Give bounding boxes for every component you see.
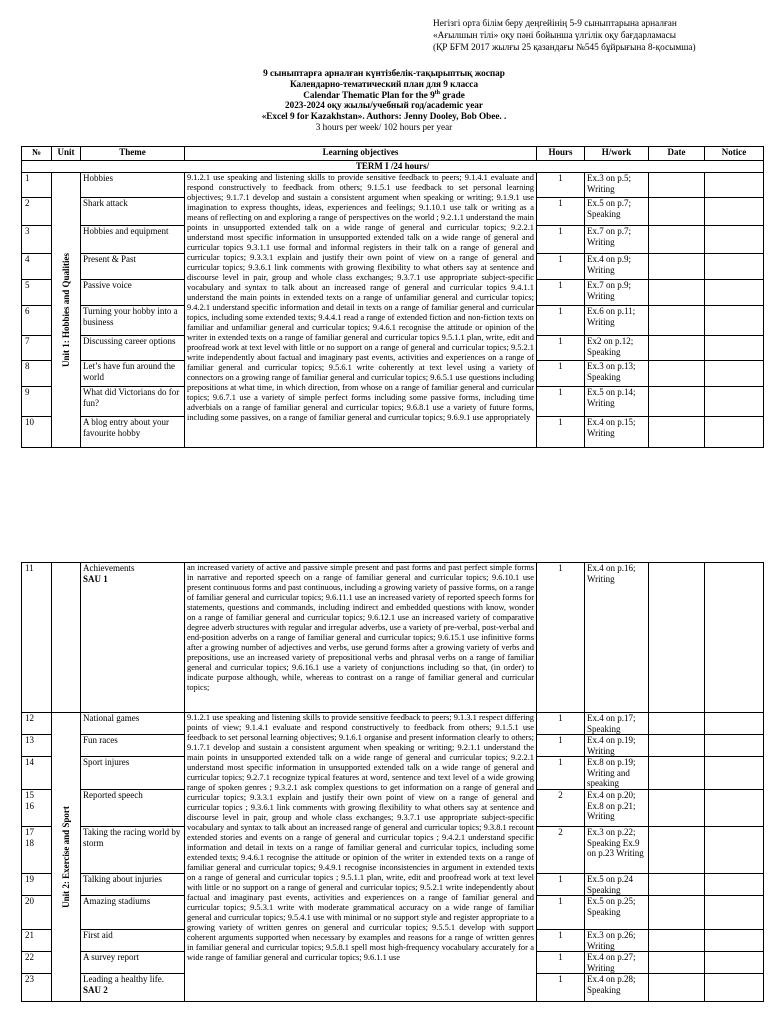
hours-cell: 1 <box>537 280 585 306</box>
theme-text: Passive voice <box>83 280 132 290</box>
theme-cell <box>81 563 185 713</box>
header-row <box>22 147 764 161</box>
objectives-text: 9.1.2.1 use speaking and listening skills to provide sensitive feedback to peers; 9.1.4.1 evaluate and respond constructively to feedback from others; 9.1.5.1 use feedback to set personal learning objectives; 9.1.7.1 develop and sustain a consistent argument when speaking or writing; 9.1.9.1 use imagination to express thoughts, ideas, experiences and feelings; 9.1.10.1 use talk or writing as a means of reflecting on and exploring a range of perspectives on the world ; 9.2.1.1 understand the main points in unsupported extended talk on a wide range of general and curricular topics; 9.2.2.1 understand most specific information in unsupported extended talk on a wide range of general and curricular topics 9.3.1.1 use formal and informal registers in their talk on a range of general and curricular topics; 9.3.3.1 explain and justify their own point of view on a range of general and curricular topics; 9.3.6.1 link comments with growing flexibility to what others say at sentence and discourse level in pair, group and whole class exchanges; 9.3.7.1 use appropriate subject-specific vocabulary and syntax to talk about an increased range of general and curricular topics 9.4.1.1 understand the main points in extended texts on a range of unfamiliar general and curricular topics; 9.4.2.1 understand specific information and detail in texts on a range of familiar general and curricular topics, including some extended texts; 9.4.4.1 read a range of extended fiction and non-fiction texts on familiar and unfamiliar general and curricular topics; 9.4.6.1 recognise the attitude or opinion of the writer in extended texts on a range of familiar general and curricular topics 9.5.1.1 plan, write, edit and proofread work at text level with little or no support on a range of general and curricular topics; 9.5.2.1 write independently about factual and imaginary past events, activities and experiences on a range of familiar general and curricular topics; 9.5.6.1 write coherently at text level using a variety of connectors on a growing range of familiar general and curricular topics; 9.6.5.1 use questions including prepositions at what time, in which direction, from whose on a range of familiar general and curricular topics; 9.6.7.1 use a variety of simple perfect forms including some passive forms, including time adverbials on a range of familiar general and curricular topics; 9.6.8.1 use a variety of future forms, including some passives, on a range of familiar general and curricular topics; 9.6.9.1 use appropriately <box>187 173 534 422</box>
hours-cell: 1 <box>537 417 585 448</box>
homework-cell: Ex.5 on p.14; Writing <box>585 387 649 417</box>
hours-cell: 1 <box>537 896 585 930</box>
theme-cell <box>81 173 185 198</box>
homework-cell: Ex.4 on p.27; Writing <box>585 952 649 974</box>
row-number: 17 18 <box>22 827 52 874</box>
theme-cell <box>81 974 185 1002</box>
unit-cell <box>52 173 81 448</box>
notice-cell <box>705 254 764 280</box>
approval-line-1: Негізгі орта білім беру деңгейінің 5-9 сыныптарына арналған <box>433 19 677 29</box>
row-number: 8 <box>22 361 52 387</box>
unit-label: Unit 1: Hobbies and Qualities <box>60 252 71 368</box>
plan-table-2 <box>21 562 764 1002</box>
row-number: 19 <box>22 874 52 896</box>
hours-cell: 1 <box>537 713 585 735</box>
homework-cell: Ex.4 on p.9; Writing <box>585 254 649 280</box>
theme-cell <box>81 254 185 280</box>
theme-text: Let’s have fun around the world <box>83 361 175 382</box>
theme-text: Hobbies <box>83 173 113 183</box>
row-number: 7 <box>22 336 52 361</box>
col-hours: Hours <box>537 147 585 161</box>
notice-cell <box>705 757 764 790</box>
notice-cell <box>705 198 764 226</box>
notice-cell <box>705 713 764 735</box>
theme-cell <box>81 952 185 974</box>
theme-text: A blog entry about your favourite hobby <box>83 417 169 438</box>
homework-cell: Ex.3 on p.22; Speaking Ex.9 on p.23 Writing <box>585 827 649 874</box>
row-number: 21 <box>22 930 52 952</box>
row-number: 20 <box>22 896 52 930</box>
date-cell <box>649 952 705 974</box>
hours-cell: 1 <box>537 198 585 226</box>
plan-table-1 <box>21 146 764 448</box>
theme-text: Achievements <box>83 563 135 573</box>
homework-cell: Ex.4 on p.28; Speaking <box>585 974 649 1002</box>
theme-cell <box>81 198 185 226</box>
homework-cell: Ex.3 on p.13; Speaking <box>585 361 649 387</box>
notice-cell <box>705 874 764 896</box>
date-cell <box>649 874 705 896</box>
notice-cell <box>705 387 764 417</box>
theme-text: Present & Past <box>83 254 136 264</box>
objectives-cell <box>185 563 537 713</box>
row-number: 5 <box>22 280 52 306</box>
date-cell <box>649 896 705 930</box>
heading-russian: Календарно-тематический план для 9 класса <box>289 78 479 89</box>
homework-cell: Ex.4 on p.19; Writing <box>585 735 649 757</box>
date-cell <box>649 306 705 336</box>
date-cell <box>649 930 705 952</box>
hours-cell: 1 <box>537 254 585 280</box>
theme-text: Taking the racing world by storm <box>83 827 181 848</box>
theme-cell <box>81 306 185 336</box>
homework-cell: Ex.7 on p.9; Writing <box>585 280 649 306</box>
theme-cell <box>81 417 185 448</box>
date-cell <box>649 790 705 827</box>
date-cell <box>649 974 705 1002</box>
homework-cell: Ex2 on p.12; Speaking <box>585 336 649 361</box>
theme-cell <box>81 827 185 874</box>
row-number: 10 <box>22 417 52 448</box>
col-num: № <box>22 147 52 161</box>
hours-cell: 1 <box>537 387 585 417</box>
row-number: 4 <box>22 254 52 280</box>
date-cell <box>649 563 705 713</box>
hours-cell: 1 <box>537 226 585 254</box>
row-number: 3 <box>22 226 52 254</box>
row-number: 13 <box>22 735 52 757</box>
heading-kazakh: 9 сыныптарға арналған күнтізбелік-тақырыптық жоспар <box>263 68 505 78</box>
unit-cell <box>52 563 81 713</box>
hours-cell: 2 <box>537 827 585 874</box>
theme-text: Sport injures <box>83 757 130 767</box>
theme-text: Discussing career options <box>83 336 176 346</box>
approval-line-3: (ҚР БҒМ 2017 жылғы 25 қазандағы №545 бұйрығына 8-қосымша) <box>433 43 696 53</box>
theme-cell <box>81 930 185 952</box>
theme-cell <box>81 896 185 930</box>
notice-cell <box>705 952 764 974</box>
col-date: Date <box>649 147 705 161</box>
notice-cell <box>705 361 764 387</box>
theme-text: Turning your hobby into a business <box>83 306 178 327</box>
row-number: 15 16 <box>22 790 52 827</box>
homework-cell: Ex.5 on p.25; Speaking <box>585 896 649 930</box>
notice-cell <box>705 173 764 198</box>
theme-text: Leading a healthy life. <box>83 974 164 984</box>
hours-cell: 1 <box>537 173 585 198</box>
homework-cell: Ex.5 on p.7; Speaking <box>585 198 649 226</box>
notice-cell <box>705 336 764 361</box>
table-row <box>22 563 764 713</box>
date-cell <box>649 226 705 254</box>
theme-cell <box>81 336 185 361</box>
row-number: 9 <box>22 387 52 417</box>
theme-text: National games <box>83 713 140 723</box>
row-number: 11 <box>22 563 52 713</box>
objectives-cell <box>185 713 537 1002</box>
theme-cell <box>81 226 185 254</box>
hours-cell: 1 <box>537 930 585 952</box>
date-cell <box>649 280 705 306</box>
document-heading <box>0 68 768 133</box>
theme-sau: SAU 2 <box>83 984 108 995</box>
theme-cell <box>81 713 185 735</box>
date-cell <box>649 361 705 387</box>
date-cell <box>649 735 705 757</box>
term-label: TERM I /24 hours/ <box>22 161 764 173</box>
date-cell <box>649 417 705 448</box>
homework-cell: Ex.3 on p.5; Writing <box>585 173 649 198</box>
hours-cell: 1 <box>537 361 585 387</box>
hours-cell: 1 <box>537 735 585 757</box>
row-number: 14 <box>22 757 52 790</box>
theme-text: Amazing stadiums <box>83 896 151 906</box>
theme-cell <box>81 387 185 417</box>
notice-cell <box>705 827 764 874</box>
hours-cell: 1 <box>537 563 585 713</box>
notice-cell <box>705 417 764 448</box>
date-cell <box>649 827 705 874</box>
col-notice: Notice <box>705 147 764 161</box>
heading-hours: 3 hours per week/ 102 hours per year <box>315 121 453 132</box>
theme-text: Hobbies and equipment <box>83 226 169 236</box>
hours-cell: 1 <box>537 874 585 896</box>
theme-text: A survey report <box>83 952 139 962</box>
theme-sau: SAU 1 <box>83 573 108 584</box>
notice-cell <box>705 563 764 713</box>
date-cell <box>649 757 705 790</box>
objectives-text: an increased variety of active and passive simple present and past forms and past perfect simple forms in narrative and reported speech on a range of familiar general and curricular topics; 9.6.10.1 use present continuous forms and past continuous, including a growing variety of passive forms, on a range of familiar general and curricular topics; 9.6.11.1 use an increased variety of reported speech forms for statements, questions and commands, including indirect and embedded questions with know, wonder on a range of familiar general and curricular topics; 9.6.12.1 use an increased variety of comparative degree adverb structures with regular and irregular adverbs, use a variety of pre-verbal, post-verbal and end-position adverbs on a range of familiar general and curricular topics; 9.6.15.1 use infinitive forms after a growing number of adjectives and verbs, use gerund forms after a growing variety of verbs and prepositions, use an increased variety of prepositional verbs and phrasal verbs on a range of familiar general and curricular topics; 9.6.16.1 use a variety of conjunctions including so that, (in order) to indicate purpose although, while, whereas to contrast on a range of familiar general and curricular topics; <box>187 563 534 692</box>
theme-text: Shark attack <box>83 198 128 208</box>
approval-note <box>433 18 763 54</box>
notice-cell <box>705 896 764 930</box>
date-cell <box>649 713 705 735</box>
row-number: 6 <box>22 306 52 336</box>
hours-cell: 1 <box>537 306 585 336</box>
row-number: 12 <box>22 713 52 735</box>
approval-line-2: «Ағылшын тілі» оқу пәні бойынша үлгілік оқу бағдарламасы <box>433 31 676 41</box>
heading-english: Calendar Thematic Plan for the 9th grade <box>303 89 465 100</box>
theme-text: Fun races <box>83 735 118 745</box>
notice-cell <box>705 930 764 952</box>
theme-text: Reported speech <box>83 790 143 800</box>
hours-cell: 1 <box>537 757 585 790</box>
table-row <box>22 713 764 735</box>
heading-textbook: «Excel 9 for Kazakhstan». Authors: Jenny Dooley, Bob Obee. . <box>261 111 507 122</box>
unit-label: Unit 2: Exercise and Sport <box>60 806 71 908</box>
row-number: 22 <box>22 952 52 974</box>
homework-cell: Ex.6 on p.11; Writing <box>585 306 649 336</box>
objectives-cell <box>185 173 537 448</box>
homework-cell: Ex.5 on p.24 Speaking <box>585 874 649 896</box>
notice-cell <box>705 226 764 254</box>
heading-academic-year: 2023-2024 оқу жылы/учебный год/academic year <box>285 100 483 111</box>
date-cell <box>649 254 705 280</box>
homework-cell: Ex.7 on p.7; Writing <box>585 226 649 254</box>
theme-cell <box>81 790 185 827</box>
theme-cell <box>81 874 185 896</box>
homework-cell: Ex.4 on p.20; Ex.8 on p.21; Writing <box>585 790 649 827</box>
col-unit: Unit <box>52 147 81 161</box>
date-cell <box>649 198 705 226</box>
homework-cell: Ex.8 on p.19; Writing and speaking <box>585 757 649 790</box>
homework-cell: Ex.4 on p.17; Speaking <box>585 713 649 735</box>
objectives-wrap <box>187 713 534 993</box>
theme-cell <box>81 280 185 306</box>
col-theme: Theme <box>81 147 185 161</box>
theme-text: What did Victorians do for fun? <box>83 387 180 408</box>
date-cell <box>649 336 705 361</box>
notice-cell <box>705 735 764 757</box>
theme-text: First aid <box>83 930 113 940</box>
hours-cell: 2 <box>537 790 585 827</box>
objectives-wrap <box>187 173 534 446</box>
notice-cell <box>705 280 764 306</box>
row-number: 23 <box>22 974 52 1002</box>
hours-cell: 1 <box>537 952 585 974</box>
unit-cell <box>52 713 81 1002</box>
theme-cell <box>81 735 185 757</box>
date-cell <box>649 387 705 417</box>
term-row <box>22 161 764 173</box>
hours-cell: 1 <box>537 974 585 1002</box>
theme-cell <box>81 757 185 790</box>
homework-cell: Ex.3 on p.26; Writing <box>585 930 649 952</box>
objectives-text: 9.1.2.1 use speaking and listening skills to provide sensitive feedback to peers; 9.1.3.1 respect differing points of view; 9.1.4.1 evaluate and respond constructively to feedback from others; 9.1.5.1 use feedback to set personal learning objectives; 9.1.6.1 organise and present information clearly to others; 9.1.7.1 develop and sustain a consistent argument when speaking or writing; 9.2.1.1 understand the main points in unsupported extended talk on a wide range of general and curricular topics; 9.2.2.1 understand most specific information in unsupported extended talk on a wide range of general and curricular topics; 9.2.7.1 recognize typical features at word, sentence and text level of a wide growing range of spoken genres ; 9.3.2.1 ask complex questions to get information on a range of general and curricular topics; 9.3.3.1 explain and justify their own point of view on a range of general and curricular topics ; 9.3.6.1 link comments with growing flexibility to what others say at sentence and discourse level in pair, group and whole class exchanges; 9.3.7.1 use appropriate subject-specific vocabulary and syntax to talk about an increased range of general and curricular topics; 9.3.8.1 recount extended stories and events on a range of general and curricular topics ; 9.4.2.1 understand specific information and detail in texts on a range of familiar general and curricular topics, including some extended texts; 9.4.6.1 recognise the attitude or opinion of the writer in extended texts on a range of familiar general and curricular topics; 9.4.9.1 recognise inconsistencies in argument in extended texts on a range of general and curricular topics ; 9.5.1.1 plan, write, edit and proofread work at text level with little or no support on a range of general and curricular topics; 9.5.2.1 write independently about factual and imaginary past events, activities and experiences on a range of familiar general and curricular topics; 9.5.3.1 write with moderate grammatical accuracy on a wide range of familiar general and curricular topics; 9.5.4.1 use with minimal or no support style and register appropriate to a growing variety of written genres on general and curricular topics; 9.5.5.1 develop with support coherent arguments supported when necessary by examples and reasons for a range of written genres in familiar general and curricular topics; 9.5.8.1 spell most high-frequency vocabulary accurately for a wide range of familiar general and curricular topics; 9.6.1.1 use <box>187 713 534 962</box>
theme-text: Talking about injuries <box>83 874 162 884</box>
hours-cell: 1 <box>537 336 585 361</box>
homework-cell: Ex.4 on p.16; Writing <box>585 563 649 713</box>
table-row <box>22 173 764 198</box>
notice-cell <box>705 306 764 336</box>
row-number: 2 <box>22 198 52 226</box>
date-cell <box>649 173 705 198</box>
notice-cell <box>705 974 764 1002</box>
notice-cell <box>705 790 764 827</box>
homework-cell: Ex.4 on p.15; Writing <box>585 417 649 448</box>
row-number: 1 <box>22 173 52 198</box>
col-homework: H/work <box>585 147 649 161</box>
col-objectives: Learning objectives <box>185 147 537 161</box>
theme-cell <box>81 361 185 387</box>
